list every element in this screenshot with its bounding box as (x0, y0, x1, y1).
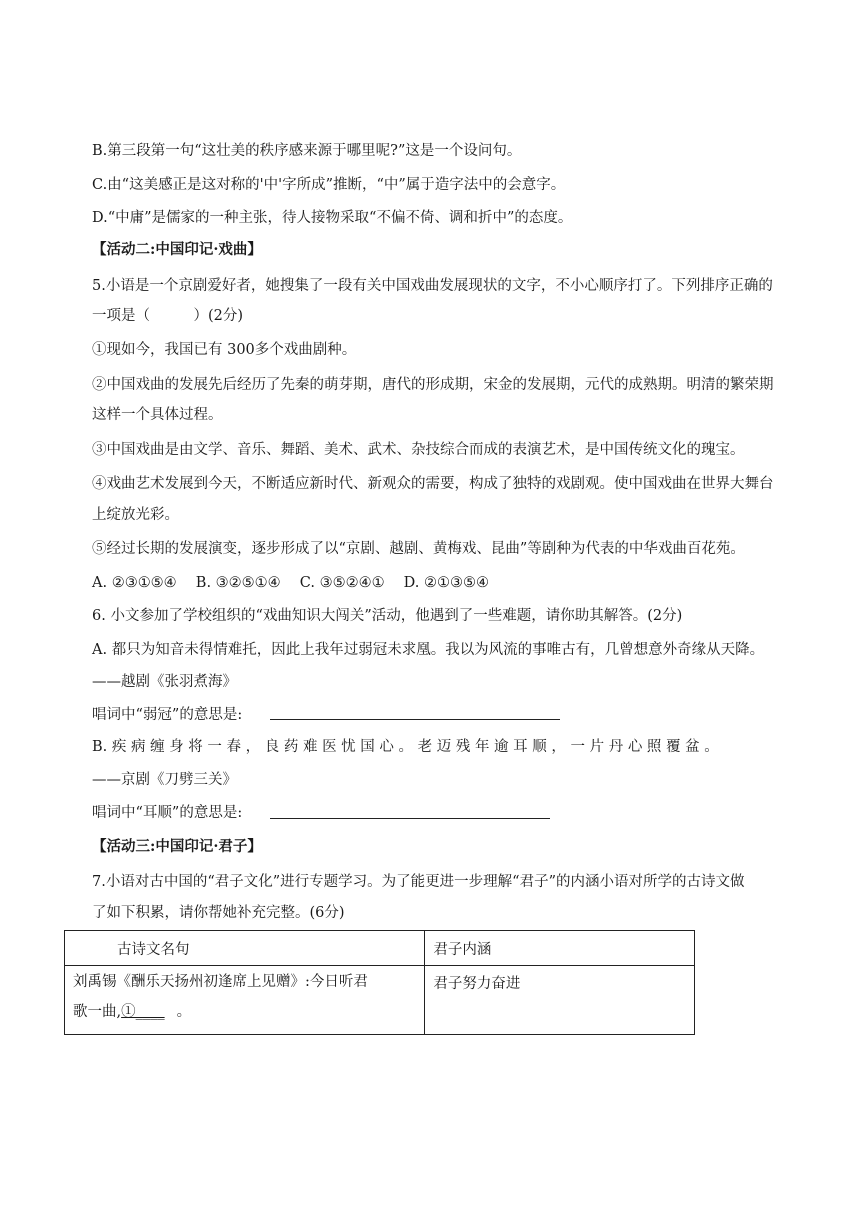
poem-line-2-prefix: 歌一曲, (73, 1004, 122, 1020)
sentence-4-line-2: 上绽放光彩。 (92, 507, 179, 523)
sentence-3: ③中国戏曲是由文学、音乐、舞蹈、美术、武术、杂技综合而成的表演艺术，是中国传统文化的瑰宝。 (92, 442, 745, 458)
poem-line-1: 刘禹锡《酬乐天扬州初逢席上见赠》:今日听君 (73, 974, 368, 990)
sentence-5: ⑤经过长期的发展演变，逐步形成了以“京剧、越剧、黄梅戏、昆曲”等剧种为代表的中华戏曲百花苑。 (92, 541, 745, 557)
table-cell-poem (65, 966, 425, 1035)
question-6-b-lyrics: B. 疾 病 缠 身 将 一 春 ， 良 药 难 医 忧 国 心 。 老 迈 残 年 逾 耳 顺 ， 一 片 丹 心 照 覆 盆 。 (92, 739, 719, 755)
question-5-line-2: 一项是（ ）(2分) (92, 308, 244, 324)
table-header-cell: 古诗文名句 (65, 931, 425, 966)
table-header-cell: 君子内涵 (425, 931, 695, 966)
question-6-stem: 6. 小文参加了学校组织的“戏曲知识大闯关”活动，他遇到了一些难题，请你助其解答。(2分) (92, 608, 683, 624)
sentence-4-line-1: ④戏曲艺术发展到今天，不断适应新时代、新观众的需要，构成了独特的戏剧观。使中国戏曲在世界大舞台 (92, 476, 774, 492)
answer-blank-b[interactable] (270, 818, 550, 819)
activity-3-heading: 【活动三:中国印记·君子】 (92, 838, 262, 855)
sentence-1: ①现如今，我国已有 300多个戏曲剧种。 (92, 342, 357, 358)
question-6-a-ask: 唱词中“弱冠”的意思是: (92, 707, 243, 723)
classical-poetry-table (64, 930, 695, 1035)
question-6-a-source: ——越剧《张羽煮海》 (92, 674, 237, 690)
sentence-2-line-1: ②中国戏曲的发展先后经历了先秦的萌芽期，唐代的形成期，宋金的发展期，元代的成熟期。明清的繁荣期 (92, 377, 774, 393)
answer-blank-a[interactable] (270, 719, 560, 720)
question-5-line-1: 5.小语是一个京剧爱好者，她搜集了一段有关中国戏曲发展现状的文字，不小心顺序打了。下列排序正确的 (92, 278, 773, 294)
table-cell-meaning: 君子努力奋进 (425, 966, 695, 1035)
poem-line-2 (73, 1002, 416, 1022)
option-c: C.由“这美感正是这对称的'中'字所成”推断，“中”属于造字法中的会意字。 (92, 177, 566, 193)
sentence-2-line-2: 这样一个具体过程。 (92, 407, 223, 423)
table-header-row (65, 931, 695, 966)
table-row (65, 966, 695, 1035)
answer-blank-1[interactable]: ①____ (121, 1004, 165, 1020)
activity-2-heading: 【活动二:中国印记·戏曲】 (92, 241, 262, 258)
question-7-line-2: 了如下积累，请你帮她补充完整。(6分) (92, 905, 345, 921)
option-b: B.第三段第一句“这壮美的秩序感来源于哪里呢?”这是一个设问句。 (92, 143, 522, 159)
question-6-a-lyrics: A. 都只为知音未得情难托，因此上我年过弱冠未求凰。我以为风流的事唯古有，几曾想意外奇缘从天降。 (92, 642, 765, 658)
option-d: D.“中庸”是儒家的一种主张，待人接物采取“不偏不倚、调和折中”的态度。 (92, 210, 573, 226)
question-7-line-1: 7.小语对古中国的“君子文化”进行专题学习。为了能更进一步理解“君子”的内涵小语对所学的古诗文做 (92, 874, 745, 890)
question-6-b-source: ——京剧《刀劈三关》 (92, 772, 237, 788)
poem-line-2-suffix: 。 (176, 1004, 192, 1020)
question-5-choices: A. ②③①⑤④ B. ③②⑤①④ C. ③⑤②④① D. ②①③⑤④ (92, 575, 489, 591)
question-6-b-ask: 唱词中“耳顺”的意思是: (92, 805, 243, 821)
